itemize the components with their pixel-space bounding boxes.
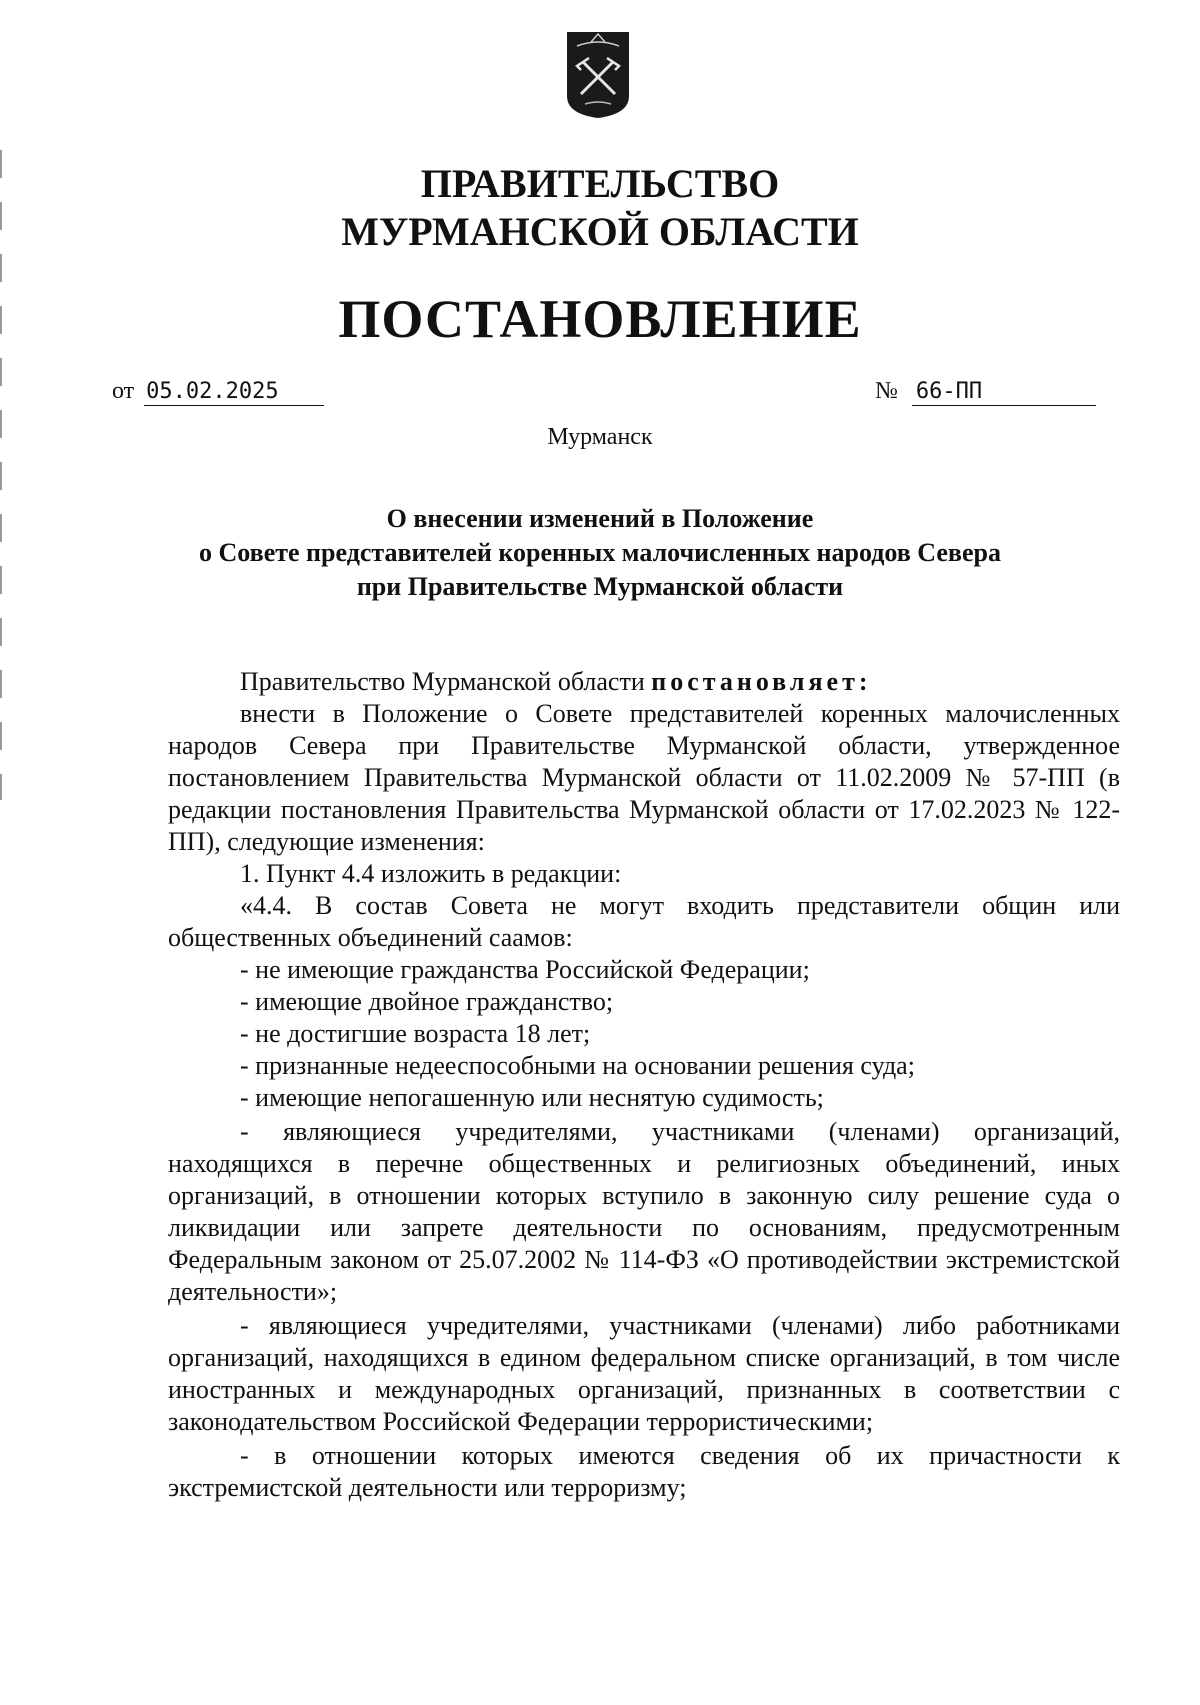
document-date: 05.02.2025 bbox=[144, 379, 324, 406]
document-number: 66-ПП bbox=[912, 379, 1096, 406]
organization-name bbox=[0, 160, 1200, 256]
decree-word: постановляет: bbox=[651, 667, 872, 696]
coat-of-arms-icon bbox=[563, 30, 633, 120]
list-item: - имеющие двойное гражданство; bbox=[240, 987, 614, 1016]
intro-paragraph bbox=[168, 666, 1120, 698]
paragraph: «4.4. В состав Совета не могут входить представители общин или общественных объединений саамов: bbox=[168, 891, 1120, 952]
list-item: - являющиеся учредителями, участниками (членами) либо работниками организаций, находящихся в едином федеральном списке организаций, в том числе иностранных и международных организаций, признанных в соответствии с законодательством Российской Федерации террористическими; bbox=[168, 1311, 1120, 1436]
subject-line-3: при Правительстве Мурманской области bbox=[356, 572, 844, 601]
list-item: - не достигшие возраста 18 лет; bbox=[240, 1019, 591, 1048]
number-line bbox=[875, 378, 1096, 406]
list-item: - не имеющие гражданства Российской Федерации; bbox=[240, 955, 810, 984]
city: Мурманск bbox=[547, 424, 653, 450]
paragraph: 1. Пункт 4.4 изложить в редакции: bbox=[240, 859, 622, 888]
paragraph: внести в Положение о Совете представителей коренных малочисленных народов Севера при Правительстве Мурманской области, утвержденное постановлением Правительства Мурманской области от 11.02.2009 № 57-ПП (в редакции постановления Правительства Мурманской области от 17.02.2023 № 122-ПП), следующие изменения: bbox=[168, 699, 1120, 856]
org-line-1: ПРАВИТЕЛЬСТВО bbox=[420, 161, 780, 206]
date-prefix: от bbox=[112, 378, 135, 404]
subject-line-2: о Совете представителей коренных малочисленных народов Севера bbox=[199, 538, 1001, 567]
intro-lead: Правительство Мурманской области bbox=[240, 667, 652, 696]
org-line-2: МУРМАНСКОЙ ОБЛАСТИ bbox=[341, 209, 859, 254]
document-body bbox=[168, 666, 1120, 1504]
list-item: - являющиеся учредителями, участниками (членами) организаций, находящихся в перечне общественных и религиозных объединений, иных организаций, в отношении которых вступило в законную силу решение суда о ликвидации или запрете деятельности по основаниям, предусмотренным Федеральным законом от 25.07.2002 № 114-ФЗ «О противодействии экстремистской деятельности»; bbox=[168, 1117, 1120, 1306]
date-line bbox=[112, 378, 324, 406]
number-prefix: № bbox=[875, 378, 898, 404]
document-subject bbox=[100, 502, 1100, 604]
list-item: - признанные недееспособными на основании решения суда; bbox=[240, 1051, 915, 1080]
list-item: - имеющие непогашенную или неснятую судимость; bbox=[240, 1083, 824, 1112]
document-type: ПОСТАНОВЛЕНИЕ bbox=[338, 289, 862, 349]
subject-line-1: О внесении изменений в Положение bbox=[386, 504, 814, 533]
list-item: - в отношении которых имеются сведения об их причастности к экстремистской деятельности или терроризму; bbox=[168, 1441, 1120, 1502]
